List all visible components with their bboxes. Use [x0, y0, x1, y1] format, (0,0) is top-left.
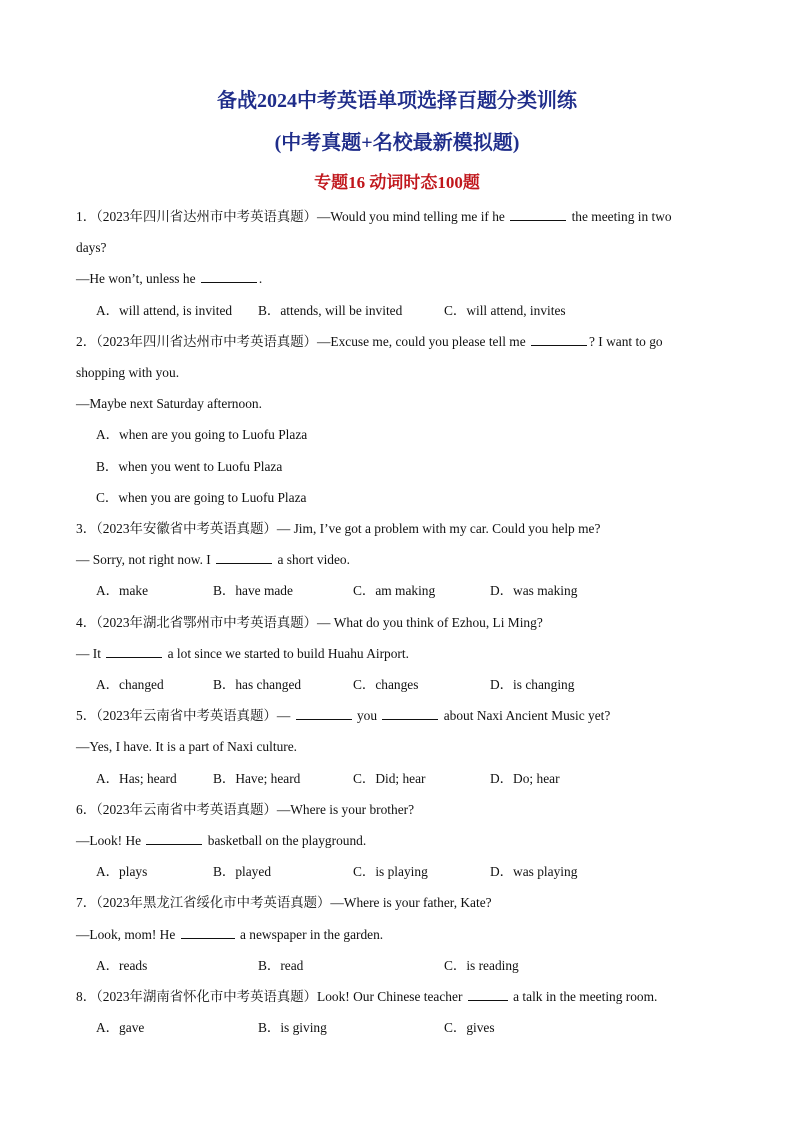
question-2-stem: 2．（2023年四川省达州市中考英语真题）—Excuse me, could you please tell me ? I want to go — [76, 334, 663, 349]
question-2-stem-cont: shopping with you. — [76, 365, 180, 380]
question-8-option-a[interactable]: A．gave — [96, 1020, 145, 1035]
question-3-option-a[interactable]: A．make — [96, 583, 149, 598]
question-7-option-a[interactable]: A．reads — [96, 958, 148, 973]
answer-blank — [181, 926, 235, 939]
question-2-option-b[interactable]: B．when you went to Luofu Plaza — [96, 459, 283, 474]
question-4-option-b[interactable]: B．has changed — [213, 677, 302, 692]
topic-heading: 专题16 动词时态100题 — [314, 173, 480, 192]
question-5-stem: 5．（2023年云南省中考英语真题）— you about Naxi Ancient Music yet? — [76, 708, 611, 723]
question-5-option-b[interactable]: B．Have; heard — [213, 771, 301, 786]
document-subtitle: (中考真题+名校最新模拟题) — [274, 132, 520, 154]
question-2-option-a[interactable]: A．when are you going to Luofu Plaza — [96, 427, 308, 442]
answer-blank — [106, 645, 162, 658]
question-3-reply: — Sorry, not right now. I a short video. — [76, 552, 350, 567]
question-1-reply: —He won’t, unless he . — [76, 271, 263, 286]
question-7-stem: 7．（2023年黑龙江省绥化市中考英语真题）—Where is your father, Kate? — [76, 895, 492, 910]
answer-blank — [146, 832, 202, 845]
question-4-option-d[interactable]: D．is changing — [490, 677, 575, 692]
answer-blank — [531, 333, 587, 346]
answer-blank — [201, 270, 257, 283]
answer-blank — [382, 707, 438, 720]
question-4-reply: — It a lot since we started to build Huahu Airport. — [76, 646, 409, 661]
question-8-stem: 8．（2023年湖南省怀化市中考英语真题）Look! Our Chinese teacher a talk in the meeting room. — [76, 989, 658, 1004]
question-2-reply: —Maybe next Saturday afternoon. — [76, 396, 262, 411]
question-5-reply: —Yes, I have. It is a part of Naxi culture. — [76, 739, 298, 754]
question-7-option-b[interactable]: B．read — [258, 958, 304, 973]
question-4-option-a[interactable]: A．changed — [96, 677, 164, 692]
answer-blank — [296, 707, 352, 720]
answer-blank — [468, 988, 508, 1001]
question-4-stem: 4．（2023年湖北省鄂州市中考英语真题）— What do you think of Ezhou, Li Ming? — [76, 615, 543, 630]
question-7-reply: —Look, mom! He a newspaper in the garden. — [76, 927, 384, 942]
question-8-option-b[interactable]: B．is giving — [258, 1020, 327, 1035]
question-5-option-c[interactable]: C．Did; hear — [353, 771, 426, 786]
question-5-option-d[interactable]: D．Do; hear — [490, 771, 560, 786]
question-1-stem: 1．（2023年四川省达州市中考英语真题）—Would you mind telling me if he the meeting in two — [76, 209, 672, 224]
question-3-option-b[interactable]: B．have made — [213, 583, 293, 598]
question-6-option-a[interactable]: A．plays — [96, 864, 148, 879]
question-2-option-c[interactable]: C．when you are going to Luofu Plaza — [96, 490, 307, 505]
question-4-option-c[interactable]: C．changes — [353, 677, 419, 692]
question-3-option-c[interactable]: C．am making — [353, 583, 436, 598]
question-6-option-c[interactable]: C．is playing — [353, 864, 428, 879]
question-6-reply: —Look! He basketball on the playground. — [76, 833, 367, 848]
question-6-option-d[interactable]: D．was playing — [490, 864, 578, 879]
question-1-option-a[interactable]: A．will attend, is invited — [96, 303, 233, 318]
question-1-option-c[interactable]: C．will attend, invites — [444, 303, 566, 318]
question-6-option-b[interactable]: B．played — [213, 864, 272, 879]
answer-blank — [216, 551, 272, 564]
question-8-option-c[interactable]: C．gives — [444, 1020, 495, 1035]
question-5-option-a[interactable]: A．Has; heard — [96, 771, 177, 786]
document-title: 备战2024中考英语单项选择百题分类训练 — [217, 90, 577, 112]
question-3-option-d[interactable]: D．was making — [490, 583, 578, 598]
answer-blank — [510, 208, 566, 221]
question-7-option-c[interactable]: C．is reading — [444, 958, 519, 973]
question-3-stem: 3．（2023年安徽省中考英语真题）— Jim, I’ve got a problem with my car. Could you help me? — [76, 521, 601, 536]
question-6-stem: 6．（2023年云南省中考英语真题）—Where is your brother? — [76, 802, 415, 817]
question-1-stem-cont: days? — [76, 240, 107, 255]
question-1-option-b[interactable]: B．attends, will be invited — [258, 303, 403, 318]
